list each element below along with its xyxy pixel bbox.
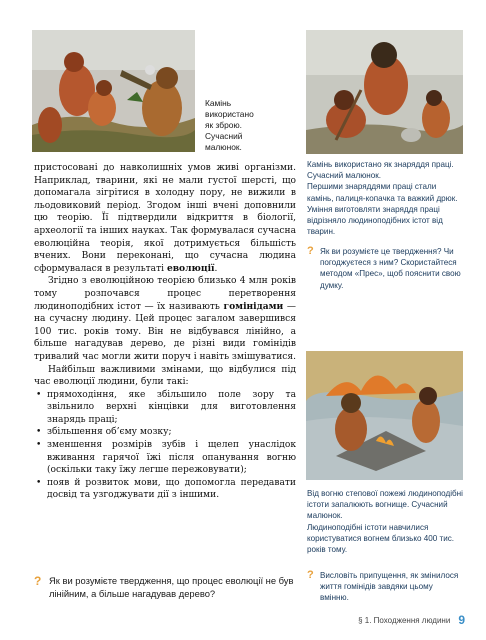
caption-title: Від вогню степової пожежі людиноподібні істоти запалюють вогнище. Сучасний малюнок. [307, 489, 463, 521]
top-image-caption [205, 98, 295, 153]
paragraph-2 [34, 275, 296, 363]
caption-body: Людиноподібні істоти навчилися користуватися вогнем близько 400 тис. років тому. [307, 522, 455, 555]
caption-line: Сучасний [205, 131, 243, 141]
para-bold-term: еволюції [166, 262, 215, 274]
question-icon: ? [34, 574, 42, 588]
para-text: Згідно з еволюційною теорією близько 4 млн років тому розпочався процес перетворення людиноподібних істот — їх називають [34, 276, 296, 312]
caption-title: Камінь використано як знаряддя праці. Сучасний малюнок. [307, 160, 454, 181]
para-text: пристосовані до навколишніх умов живі організми. Наприклад, тварини, які не мали густої шерсті, що допомагала зігрітися в холодну пору, не вижили в льодовиковий період. Згодом інші вчені доповнили цю теорію. Її підтвердили відкриття в біології, археології та інших науках. Так формувалася сучасна еволюційна теорія, якої дотримується більшість вчених. Вони переконані, що сучасна людина сформувалася в результаті [34, 163, 296, 274]
list-item: • збільшення об’єму мозку; [34, 426, 296, 439]
question-icon: ? [307, 245, 314, 257]
question-text: Як ви розумієте твердження, що процес еволюції не був лінійним, а більше нагадував дерево? [49, 575, 294, 599]
para-end: . [214, 263, 218, 274]
para-bold-term: гомінідами [223, 300, 284, 312]
caption-line: використано [205, 109, 254, 119]
caption-line: як зброю. [205, 120, 242, 130]
right-question [307, 246, 463, 291]
list-item: • прямоходіння, яке збільшило поле зору та звільнило верхні кінцівки для виготовлення знарядь праці; [34, 389, 296, 427]
illustration-stone-weapon [32, 30, 195, 152]
caption-line: Камінь [205, 98, 232, 108]
page-number: 9 [458, 613, 465, 627]
illustration-tool-use [306, 30, 463, 154]
para-text: — на сучасну людину. Цей процес загалом завершився 100 тис. років тому. Він не відбувався лінійно, а більше нагадував дерево, де різні види гомінідів тривалий час могли жити поруч і навіть змішуватися. [34, 301, 297, 362]
paragraph-1 [34, 162, 296, 275]
right-bottom-caption [307, 488, 463, 555]
list-item: • появ й розвиток мови, що допомогла передавати досвід та узгоджувати дії з іншими. [34, 477, 296, 502]
caption-body: Першими знаряддями праці стали камінь, палиця-копачка та важкий дрюк. Уміння виготовляти знаряддя праці відрізняло людиноподібних істот від тварин. [307, 182, 458, 237]
right-bottom-question [307, 570, 463, 604]
main-text [34, 162, 296, 502]
question-text: Висловіть припущення, як змінилося життя гомінідів завдяки цьому вмінню. [320, 571, 459, 603]
question-text: Як ви розумієте це твердження? Чи погоджуєтеся з ним? Скористайтеся методом «Прес», щоб пояснити свою думку. [320, 247, 461, 290]
illustration-fire [306, 351, 463, 480]
list-item: • зменшення розмірів зубів і щелеп унаслідок вживання гарячої їжі після опанування вогню (оскільки таку їжу легше пережовувати); [34, 439, 296, 477]
changes-list [34, 389, 296, 502]
paragraph-3: Найбільш важливими змінами, що відбулися під час еволюції людини, були такі: [34, 364, 296, 388]
right-top-caption [307, 159, 463, 237]
page-footer [335, 613, 465, 627]
caption-line: малюнок. [205, 142, 242, 152]
main-question [34, 575, 296, 600]
section-title: § 1. Походження людини [358, 615, 451, 625]
question-icon: ? [307, 569, 314, 581]
